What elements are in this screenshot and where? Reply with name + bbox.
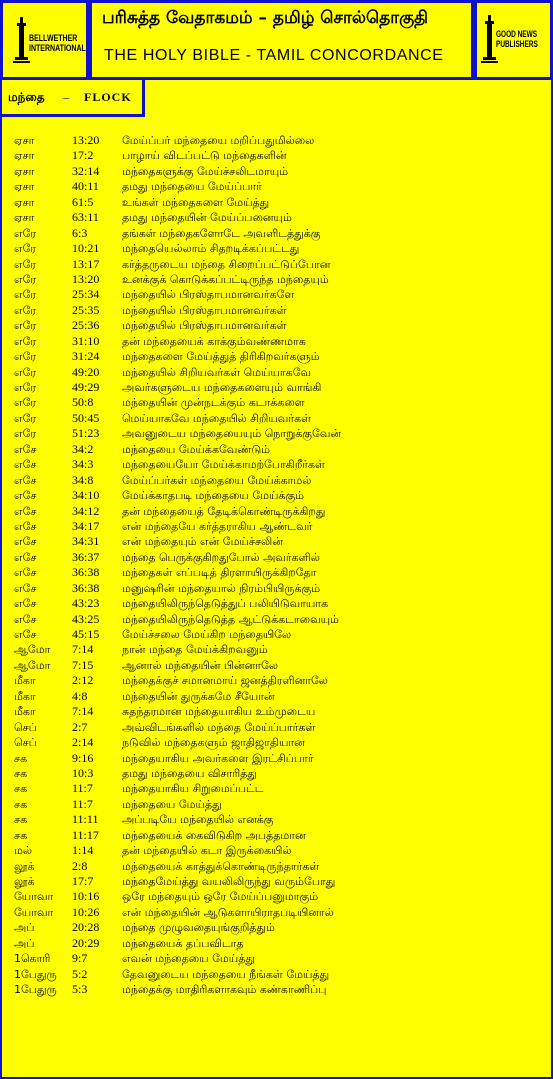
verse-text: அவனுடைய மந்தையையும் நொறுக்குவேன் (122, 427, 342, 441)
verse-text: மந்தையாகிய அவர்களை இரட்சிப்பார் (122, 751, 314, 765)
book-name: எரே (14, 396, 37, 410)
verse-text: ஆனால் மந்தையின் பின்னாலே (122, 658, 278, 672)
book-name: ஏசா (14, 134, 35, 147)
book-name: செப் (14, 720, 37, 734)
verse-text: மந்தையைக் தப்பவிடாத (122, 936, 244, 950)
list-item (14, 812, 544, 827)
verse-reference: 51:23 (72, 426, 100, 441)
book-name: ஆமோ (14, 643, 51, 657)
book-name: எரே (14, 319, 37, 333)
book-name: எசே (14, 566, 37, 580)
verse-text: மந்தையின் முன்நடக்கும் கடாக்களை (122, 396, 305, 410)
book-name: செப் (14, 736, 37, 750)
verse-reference: 4:8 (72, 688, 88, 703)
book-name: எசே (14, 489, 37, 503)
concordance-list (14, 133, 544, 998)
verse-text: மந்தையிலிருந்தெடுத்த ஆட்டுக்கடாவையும் (122, 612, 339, 626)
list-item (14, 349, 544, 364)
list-item (14, 210, 544, 225)
verse-text: மந்தையாகிய சிறுமைப்பட்ட (122, 782, 264, 796)
header (0, 0, 553, 80)
verse-reference: 11:7 (72, 796, 93, 811)
verse-text: தங்கள் மந்தைகளோடே அவளிடத்துக்கு (122, 226, 321, 240)
verse-reference: 34:3 (72, 457, 94, 472)
list-item (14, 689, 544, 704)
verse-text: மந்தையின் துருக்கமே சீயோன் (122, 689, 275, 703)
book-name: லூக் (14, 875, 35, 888)
verse-reference: 50:8 (72, 395, 94, 410)
verse-text: தன் மந்தையைத் தேடிக்கொண்டிருக்கிறது (122, 504, 326, 518)
list-item (14, 303, 544, 318)
verse-reference: 7:14 (72, 642, 94, 657)
list-item (14, 272, 544, 287)
list-item (14, 658, 544, 673)
verse-reference: 9:7 (72, 951, 88, 966)
verse-reference: 13:17 (72, 256, 100, 271)
verse-reference: 31:10 (72, 333, 100, 348)
verse-reference: 11:17 (72, 827, 99, 842)
book-name: மீகா (14, 674, 36, 688)
verse-text: உனக்குக் கொடுக்கப்பட்டிருந்த மந்தையும் (122, 272, 329, 286)
list-item (14, 936, 544, 951)
book-name: சக (14, 751, 28, 765)
list-item (14, 534, 544, 549)
book-name: எரே (14, 242, 37, 256)
book-name: எசே (14, 473, 37, 487)
verse-text: உங்கள் மந்தைகளை மேய்த்து (122, 195, 270, 209)
verse-text: பாழாய் விடப்பட்டு மந்தைகளின் (122, 149, 287, 163)
left-logo-text (29, 33, 86, 53)
list-item (14, 596, 544, 611)
list-item (14, 504, 544, 519)
list-item (14, 642, 544, 657)
publisher-logo-right (474, 0, 553, 80)
list-item (14, 766, 544, 781)
verse-reference: 2:7 (72, 719, 88, 734)
verse-text: ஒரே மந்தையும் ஒரே மேய்ப்பனுமாகும் (122, 890, 319, 904)
list-item (14, 148, 544, 163)
verse-text: நான் மந்தை மேய்க்கிறவனும் (122, 643, 268, 657)
book-name: எரே (14, 334, 37, 348)
verse-text: மந்தைகளுக்கு மேய்ச்சலிடமாயும் (122, 164, 289, 178)
list-item (14, 905, 544, 920)
verse-reference: 36:37 (72, 549, 100, 564)
verse-text: மேய்ச்சலை மேய்கிற மந்தையிலே (122, 628, 292, 641)
list-item (14, 720, 544, 735)
verse-reference: 17:7 (72, 874, 94, 888)
list-item (14, 612, 544, 627)
verse-text: என் மந்தையின் ஆடுகளாயிராதபடியினால் (122, 905, 334, 919)
list-item (14, 241, 544, 256)
book-name: எசே (14, 458, 37, 472)
verse-reference: 17:2 (72, 148, 94, 163)
publisher-logo-left (0, 0, 89, 80)
verse-reference: 10:26 (72, 904, 100, 919)
book-name: எரே (14, 303, 37, 317)
section-heading (0, 80, 145, 117)
list-item (14, 287, 544, 302)
verse-text: தமது மந்தையை மேய்ப்பார் (122, 180, 262, 194)
verse-reference: 7:15 (72, 657, 94, 672)
book-name: எசே (14, 550, 37, 564)
verse-text: மந்தையை மேய்க்கவேண்டும் (122, 442, 270, 456)
verse-reference: 45:15 (72, 627, 100, 641)
verse-reference: 25:35 (72, 302, 100, 317)
list-item (14, 874, 544, 889)
verse-reference: 20:29 (72, 935, 100, 950)
verse-reference: 1:14 (72, 843, 94, 858)
verse-text: தேவனுடைய மந்தையை நீங்கள் மேய்த்து (122, 967, 330, 981)
section-word-english: FLOCK (84, 90, 132, 104)
list-item (14, 982, 544, 997)
verse-text: மந்தைக்குச் சமானமாய் ஜனத்திரளினாலே (122, 674, 328, 688)
list-item (14, 704, 544, 719)
list-item (14, 442, 544, 457)
verse-text: மந்தை பெருக்குகிறதுபோல் அவர்களில் (122, 550, 320, 564)
list-item (14, 318, 544, 333)
list-item (14, 519, 544, 534)
book-name: எரே (14, 365, 37, 379)
verse-reference: 34:8 (72, 472, 94, 487)
verse-reference: 10:16 (72, 889, 100, 904)
verse-reference: 63:11 (72, 210, 99, 225)
verse-text: தன் மந்தையில் கடா இருக்கையில் (122, 844, 292, 858)
verse-text: மந்தையையோ மேய்க்காமற்போகிறீர்கள் (122, 458, 325, 472)
book-name: எரே (14, 257, 37, 271)
book-name: எரே (14, 226, 37, 240)
verse-text: மந்தையை மேய்த்து (122, 797, 222, 811)
verse-reference: 50:45 (72, 410, 100, 425)
verse-reference: 7:14 (72, 704, 94, 719)
list-item (14, 164, 544, 179)
book-name: அப் (14, 921, 35, 935)
verse-reference: 13:20 (72, 271, 100, 286)
book-name: சக (14, 813, 28, 827)
verse-text: மந்தையெல்லாம் சிதறடிக்கப்பட்டது (122, 242, 300, 256)
verse-reference: 43:23 (72, 596, 100, 611)
list-item (14, 735, 544, 750)
verse-reference: 13:20 (72, 133, 100, 147)
section-separator: – (63, 90, 69, 104)
verse-reference: 25:36 (72, 318, 100, 333)
verse-text: மனுஷரின் மந்தையால் நிரம்பியிருக்கும் (122, 581, 321, 595)
book-name: லூக் (14, 859, 35, 873)
list-item (14, 488, 544, 503)
list-item (14, 473, 544, 488)
book-name: எசே (14, 519, 37, 533)
verse-text: மேய்ப்பர்கள் மந்தையை மேய்க்காமல் (122, 473, 312, 487)
verse-text: கர்த்தருடைய மந்தை சிறைப்பட்டுப்போன (122, 257, 331, 271)
book-name: மல் (14, 844, 32, 858)
book-name: எரே (14, 411, 37, 425)
left-logo-line-2: INTERNATIONAL (29, 43, 86, 53)
book-name: எரே (14, 381, 37, 394)
verse-reference: 40:11 (72, 179, 99, 194)
book-name: எசே (14, 581, 37, 595)
verse-text: மந்தையில் சிறியவர்கள் மெய்யாகவே (122, 365, 312, 379)
verse-reference: 6:3 (72, 225, 88, 240)
list-item (14, 380, 544, 395)
list-item (14, 951, 544, 966)
verse-text: மந்தைக்கு மாதிரிகளாகவும் கண்காணிப்பு (122, 983, 327, 997)
title-english: THE HOLY BIBLE - TAMIL CONCORDANCE (104, 47, 444, 64)
section-word-tamil: மந்தை (8, 90, 45, 104)
verse-reference: 49:20 (72, 364, 100, 379)
verse-reference: 34:2 (72, 441, 94, 456)
list-item (14, 179, 544, 194)
verse-reference: 34:31 (72, 534, 100, 549)
list-item (14, 395, 544, 410)
book-name: எசே (14, 442, 37, 456)
book-name: எரே (14, 272, 37, 286)
list-item (14, 411, 544, 426)
verse-text: மேய்க்காதபடி மந்தையை மேய்க்கும் (122, 489, 305, 503)
book-name: அப் (14, 936, 35, 950)
verse-text: மந்தை முழுவதையுங்குறித்தும் (122, 921, 275, 935)
verse-text: மந்தையில் பிரஸ்தாபமானவர்கள் (122, 319, 287, 333)
list-item (14, 457, 544, 472)
book-name: மீகா (14, 705, 36, 719)
verse-reference: 43:25 (72, 611, 100, 626)
book-name: ஏசா (14, 211, 35, 225)
verse-text: தன் மந்தையைக் காக்கும்வண்ணமாக (122, 334, 306, 348)
list-item (14, 365, 544, 380)
verse-text: சுதந்தரமான மந்தையாகிய உம்முடைய (122, 705, 316, 719)
book-name: எசே (14, 612, 37, 626)
verse-text: மந்தையில் பிரஸ்தாபமானவர்களே (122, 288, 295, 302)
verse-reference: 49:29 (72, 380, 100, 394)
verse-reference: 2:14 (72, 735, 94, 750)
book-name: 1கொரி (14, 952, 51, 966)
book-name: 1பேதுரு (14, 983, 57, 997)
book-name: ஏசா (14, 180, 35, 194)
list-item (14, 426, 544, 441)
book-name: சக (14, 766, 28, 780)
book-name: ஏசா (14, 149, 35, 163)
verse-reference: 36:38 (72, 565, 100, 580)
verse-reference: 34:17 (72, 518, 100, 533)
verse-text: தமது மந்தையின் மேய்ப்பனையும் (122, 211, 292, 225)
book-name: எசே (14, 597, 37, 611)
verse-reference: 2:8 (72, 858, 88, 873)
list-item (14, 226, 544, 241)
list-item (14, 920, 544, 935)
verse-reference: 11:7 (72, 781, 93, 796)
list-item (14, 581, 544, 596)
book-name: எசே (14, 535, 37, 549)
verse-reference: 11:11 (72, 812, 99, 827)
list-item (14, 859, 544, 874)
book-name: எரே (14, 288, 37, 302)
verse-text: அவ்விடங்களில் மந்தை மேய்ப்பார்கள் (122, 720, 316, 734)
list-item (14, 967, 544, 982)
verse-text: மந்தைகளை மேய்த்துத் திரிகிறவர்களும் (122, 350, 320, 364)
book-name: யோவா (14, 890, 54, 904)
verse-reference: 31:24 (72, 349, 100, 364)
verse-reference: 25:34 (72, 287, 100, 302)
list-item (14, 828, 544, 843)
list-item (14, 334, 544, 349)
verse-text: மந்தையில் பிரஸ்தாபமானவர்கள் (122, 303, 287, 317)
list-item (14, 751, 544, 766)
verse-text: மந்தையைக் காத்துக்கொண்டிருந்தார்கள் (122, 859, 320, 873)
list-item (14, 797, 544, 812)
verse-reference: 61:5 (72, 194, 94, 209)
book-name: சக (14, 797, 28, 811)
book-name: ஏசா (14, 195, 35, 209)
book-name: மீகா (14, 689, 36, 703)
verse-text: மெய்யாகவே மந்தையில் சிறியவர்கள் (122, 411, 312, 425)
left-logo-line-1: BELLWETHER (29, 33, 78, 43)
list-item (14, 257, 544, 272)
verse-reference: 34:10 (72, 488, 100, 503)
verse-text: மந்தையைக் கைவிடுகிற அபத்தமான (122, 828, 306, 842)
verse-text: மந்தைகள் எப்படித் திரளாயிருக்கிறதோ (122, 566, 317, 580)
right-logo-line-1: GOOD NEWS (496, 29, 538, 39)
verse-reference: 9:16 (72, 750, 94, 765)
right-logo-line-2: PUBLISHERS (496, 39, 538, 49)
verse-reference: 20:28 (72, 920, 100, 935)
verse-text: மந்தையிலிருந்தெடுத்துப் பலியிடுவாயாக (122, 597, 329, 611)
book-name: எரே (14, 350, 37, 364)
right-logo-text (496, 29, 538, 49)
book-name: ஏசா (14, 164, 35, 178)
book-name: எரே (14, 427, 37, 441)
verse-text: தமது மந்தையை விசாரித்து (122, 766, 257, 780)
list-item (14, 843, 544, 858)
list-item (14, 889, 544, 904)
verse-reference: 32:14 (72, 163, 100, 178)
list-item (14, 565, 544, 580)
list-item (14, 550, 544, 565)
list-item (14, 195, 544, 210)
verse-reference: 36:38 (72, 580, 100, 595)
verse-text: எவன் மந்தையை மேய்த்து (122, 952, 255, 966)
verse-text: மேய்ப்பர் மந்தையை மறிப்பதுமில்லை (122, 134, 315, 147)
book-name: யோவா (14, 905, 54, 919)
verse-reference: 34:12 (72, 503, 100, 518)
verse-text: நடுவில் மந்தைகளும் ஜாதிஜாதியான (122, 736, 305, 750)
list-item (14, 133, 544, 148)
verse-reference: 10:21 (72, 241, 100, 256)
book-name: 1பேதுரு (14, 967, 57, 981)
verse-text: மந்தைமேய்த்து வயலிலிருந்து வரும்போது (122, 875, 336, 888)
verse-text: அவர்களுடைய மந்தைகளையும் வாங்கி (122, 381, 322, 394)
book-name: சக (14, 782, 28, 796)
book-name: சக (14, 828, 28, 842)
verse-text: என் மந்தையும் என் மேய்ச்சலின் (122, 535, 283, 549)
book-name: எசே (14, 504, 37, 518)
book-name: ஆமோ (14, 658, 51, 672)
verse-reference: 2:12 (72, 673, 94, 688)
verse-text: அப்படியே மந்தையில் எனக்கு (122, 813, 274, 827)
book-name: எசே (14, 628, 37, 641)
verse-text: என் மந்தையே கர்த்தராகிய ஆண்டவர் (122, 519, 313, 533)
verse-reference: 10:3 (72, 765, 94, 780)
title-box (89, 0, 474, 80)
list-item (14, 781, 544, 796)
title-tamil: பரிசுத்த வேதாகமம் – தமிழ் சொல்தொகுதி (102, 8, 429, 28)
list-item (14, 627, 544, 642)
verse-reference: 5:3 (72, 982, 88, 997)
verse-reference: 5:2 (72, 966, 88, 981)
list-item (14, 673, 544, 688)
